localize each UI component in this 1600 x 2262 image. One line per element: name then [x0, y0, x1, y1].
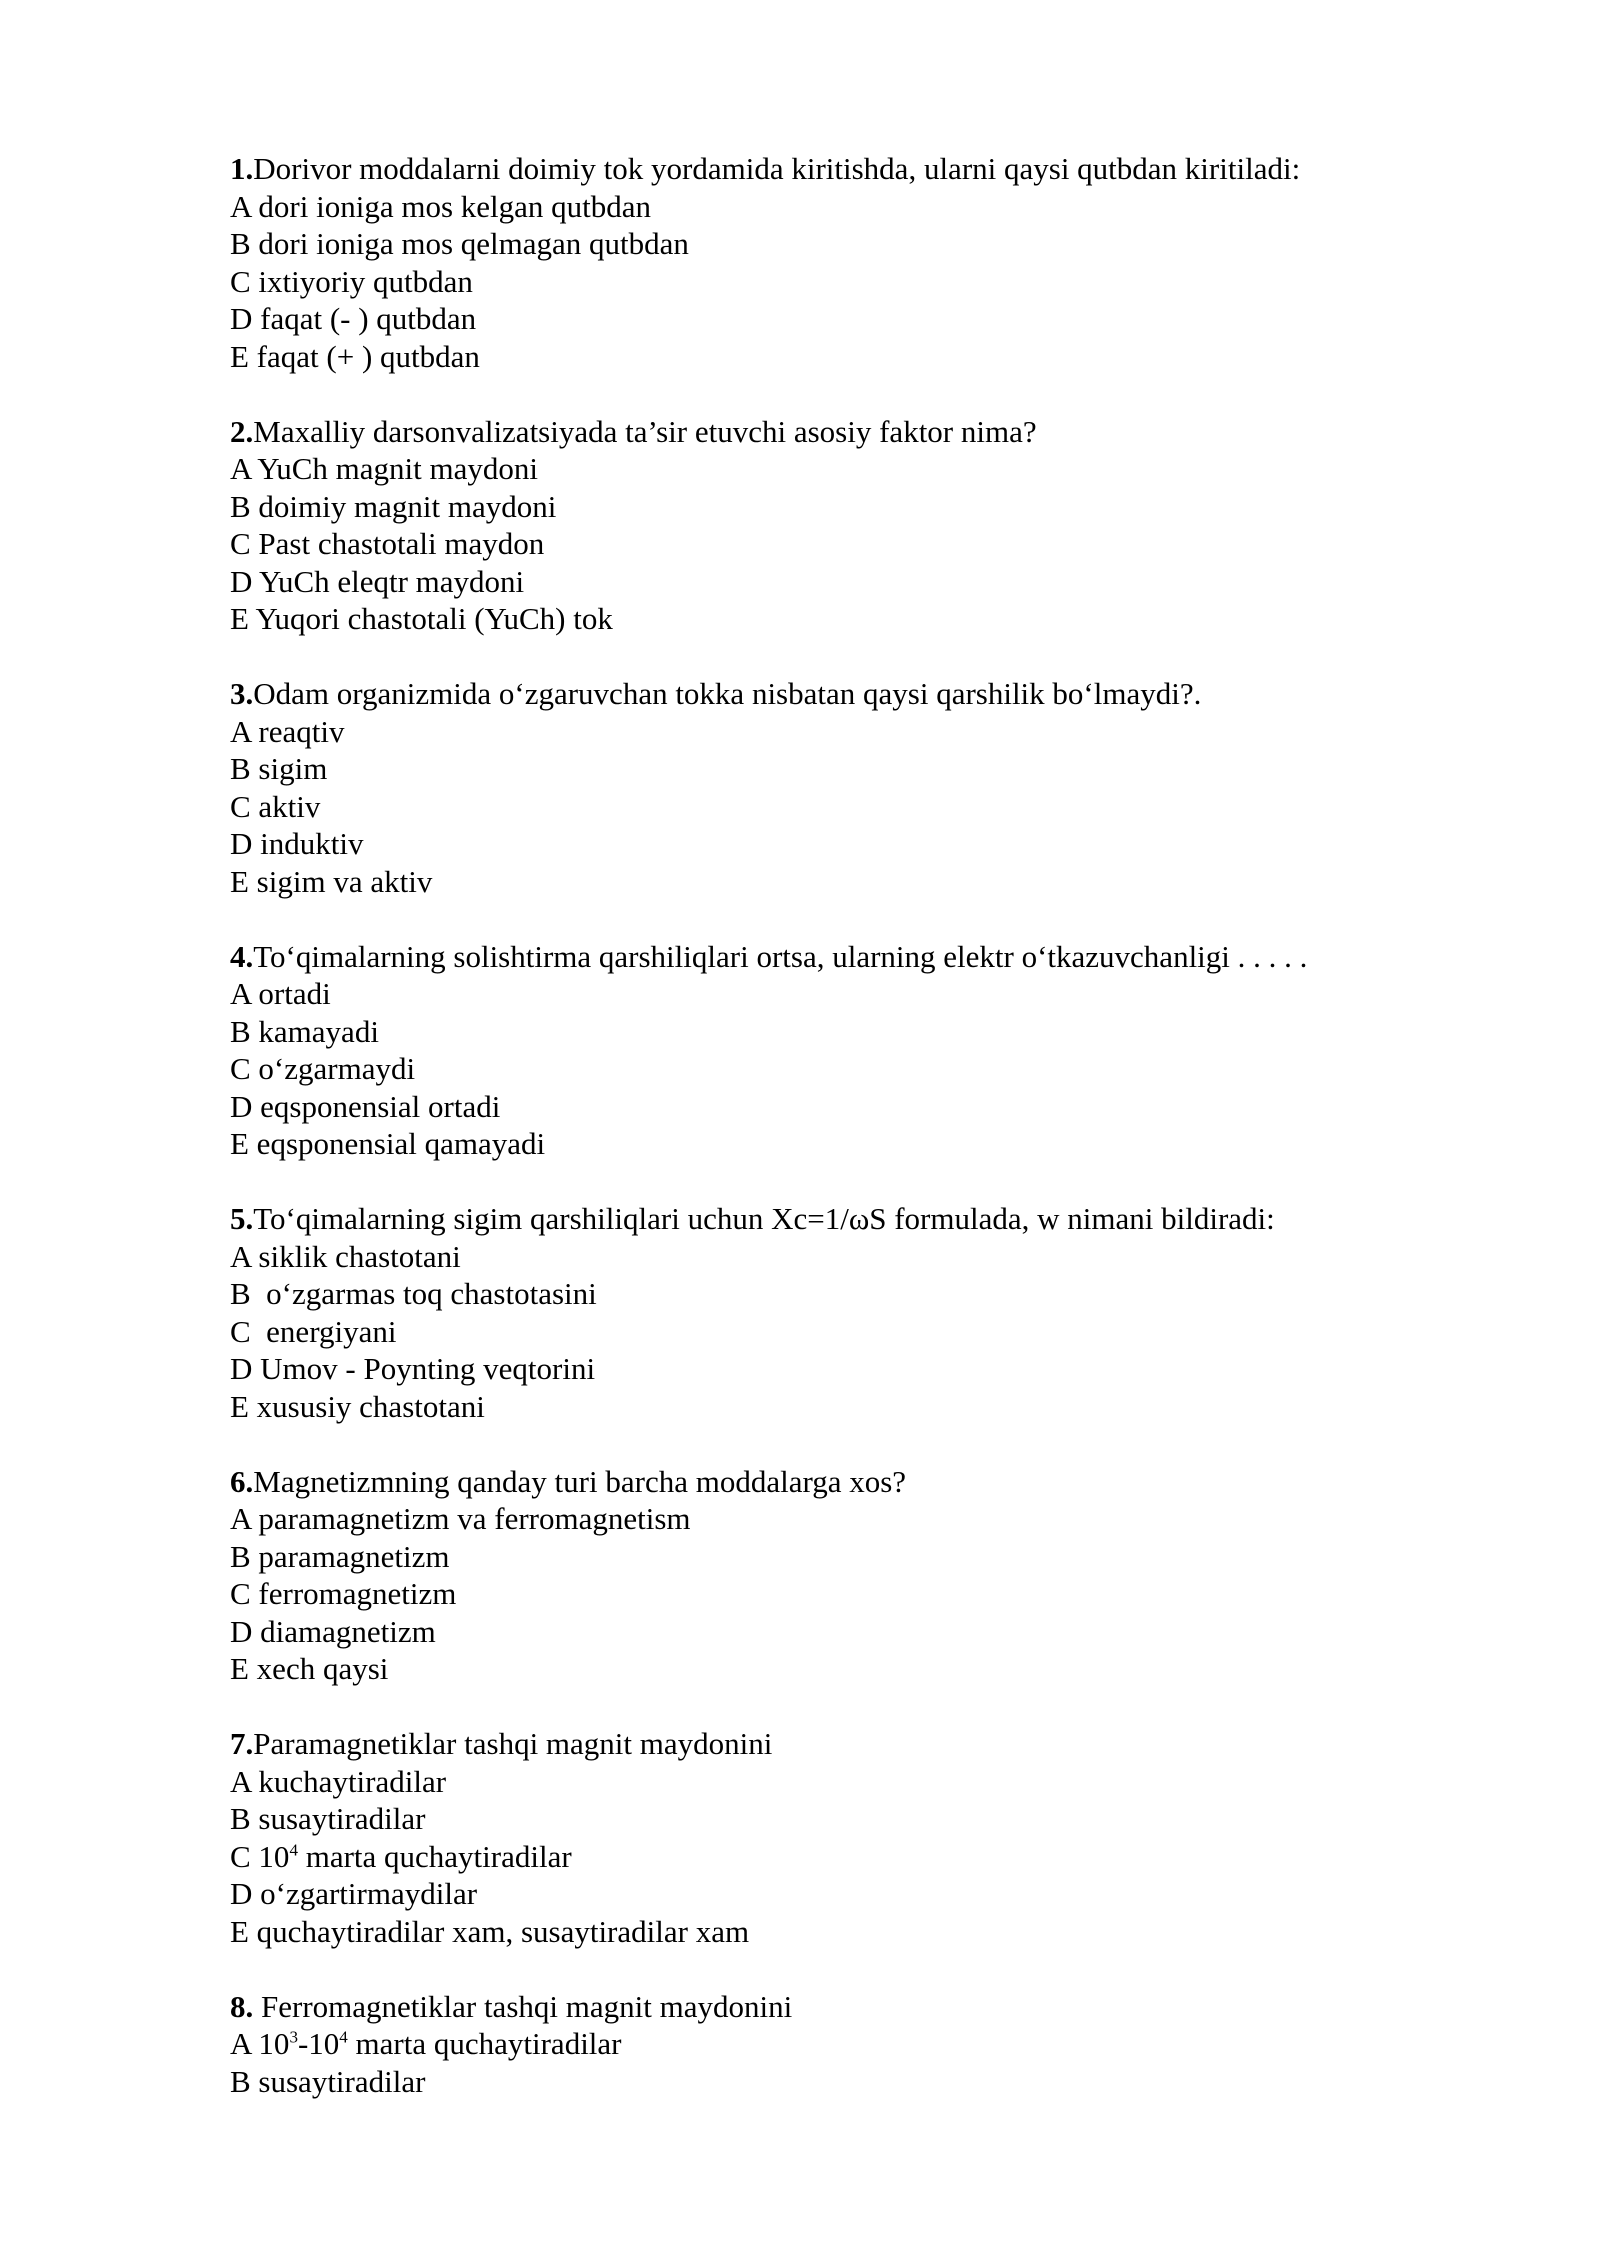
- answer-option: [230, 1575, 1430, 1613]
- question-number: 6.: [230, 1463, 254, 1499]
- question-number: 3.: [230, 676, 254, 711]
- question-block: [230, 675, 1430, 900]
- question-text-line: [230, 150, 1430, 188]
- answer-option: [230, 788, 1430, 826]
- answer-option: [230, 863, 1430, 901]
- question-text-line: [230, 413, 1430, 451]
- question-text: To‘qimalarning solishtirma qarshiliqlari ortsa, ularning elektr o‘tkazuvchanligi . . . . .: [253, 938, 1308, 974]
- question-text-line: [230, 1200, 1430, 1238]
- superscript-exponent: 4: [339, 2027, 348, 2047]
- answer-option-text: C o‘zgarmaydi: [230, 1051, 416, 1086]
- answer-option-text: A kuchaytiradilar: [230, 1763, 447, 1799]
- answer-option-text: C 10: [230, 1838, 290, 1874]
- question-text: Maxalliy darsonvalizatsiyada ta’sir etuvchi asosiy faktor nima?: [253, 413, 1037, 449]
- question-block: [230, 150, 1430, 375]
- answer-option-text: D Umov - Poynting veqtorini: [230, 1351, 596, 1386]
- answer-option: [230, 975, 1430, 1013]
- question-number: 4.: [230, 938, 254, 974]
- answer-option: [230, 1913, 1430, 1951]
- answer-option: [230, 1088, 1430, 1126]
- question-block: [230, 1200, 1430, 1425]
- answer-option-text: C Past chastotali maydon: [230, 526, 545, 561]
- answer-option-text: D faqat (- ) qutbdan: [230, 301, 477, 336]
- answer-option-text: C ferromagnetizm: [230, 1576, 457, 1611]
- answer-option-text: A siklik chastotani: [230, 1238, 461, 1274]
- question-text-line: [230, 675, 1430, 713]
- answer-option-text: B o‘zgarmas toq chastotasini: [230, 1276, 597, 1311]
- answer-option-text: E sigim va aktiv: [230, 863, 433, 899]
- question-block: [230, 1988, 1430, 2101]
- question-number: 7.: [230, 1726, 254, 1761]
- answer-option: [230, 2063, 1430, 2101]
- answer-option-text: A paramagnetizm va ferromagnetism: [230, 1501, 691, 1536]
- answer-option-text: marta quchaytiradilar: [297, 1838, 572, 1874]
- answer-option-text: A 10: [230, 2026, 290, 2061]
- question-number: 2.: [230, 413, 254, 449]
- document-page: [230, 150, 1430, 2138]
- answer-option: [230, 713, 1430, 751]
- superscript-exponent: 4: [289, 1840, 298, 1860]
- question-block: [230, 1725, 1430, 1950]
- answer-option: [230, 1125, 1430, 1163]
- answer-option-text: B dori ioniga mos qelmagan qutbdan: [230, 226, 689, 261]
- answer-option-text: B sigim: [230, 751, 328, 786]
- answer-option: [230, 563, 1430, 601]
- answer-option-text: D induktiv: [230, 826, 364, 861]
- answer-option: [230, 750, 1430, 788]
- answer-option-text: B susaytiradilar: [230, 1801, 426, 1836]
- answer-option: [230, 1313, 1430, 1351]
- answer-option: [230, 1800, 1430, 1838]
- answer-option-text: A ortadi: [230, 976, 331, 1011]
- answer-option-text: E faqat (+ ) qutbdan: [230, 338, 480, 374]
- answer-option-text: B paramagnetizm: [230, 1538, 450, 1574]
- answer-option-text: D diamagnetizm: [230, 1613, 436, 1649]
- answer-option-text: E quchaytiradilar xam, susaytiradilar xam: [230, 1913, 750, 1949]
- answer-option: [230, 263, 1430, 301]
- answer-option-text: D YuCh eleqtr maydoni: [230, 563, 525, 599]
- answer-option-text: D eqsponensial ortadi: [230, 1088, 501, 1124]
- answer-option: [230, 600, 1430, 638]
- answer-option: [230, 1275, 1430, 1313]
- answer-option-text: A YuCh magnit maydoni: [230, 451, 538, 486]
- answer-option-text: E eqsponensial qamayadi: [230, 1126, 546, 1161]
- question-text: Dorivor moddalarni doimiy tok yordamida kiritishda, ularni qaysi qutbdan kiritiladi:: [253, 151, 1301, 186]
- answer-option-text: E xususiy chastotani: [230, 1388, 485, 1424]
- answer-option-text: C energiyani: [230, 1313, 397, 1349]
- answer-option-text: B susaytiradilar: [230, 2063, 426, 2099]
- question-number: 5.: [230, 1201, 254, 1236]
- superscript-exponent: 3: [289, 2027, 298, 2047]
- answer-option-text: E Yuqori chastotali (YuCh) tok: [230, 601, 613, 636]
- answer-option: [230, 1838, 1430, 1876]
- question-text: Odam organizmida o‘zgaruvchan tokka nisbatan qaysi qarshilik bo‘lmaydi?.: [253, 676, 1202, 711]
- answer-option: [230, 488, 1430, 526]
- answer-option: [230, 450, 1430, 488]
- question-text: To‘qimalarning sigim qarshiliqlari uchun Xc=1/ωS formulada, w nimani bildiradi:: [253, 1201, 1275, 1236]
- answer-option: [230, 300, 1430, 338]
- question-text-line: [230, 938, 1430, 976]
- answer-option: [230, 525, 1430, 563]
- answer-option: [230, 338, 1430, 376]
- question-text: Paramagnetiklar tashqi magnit maydonini: [253, 1726, 773, 1761]
- question-number: 8.: [230, 1988, 254, 2024]
- answer-option: [230, 1500, 1430, 1538]
- answer-option: [230, 1875, 1430, 1913]
- answer-option: [230, 1538, 1430, 1576]
- answer-option: [230, 1650, 1430, 1688]
- question-text-line: [230, 1988, 1430, 2026]
- answer-option: [230, 1388, 1430, 1426]
- question-block: [230, 1463, 1430, 1688]
- answer-option: [230, 1613, 1430, 1651]
- answer-option-text: B kamayadi: [230, 1013, 379, 1049]
- answer-option-text: B doimiy magnit maydoni: [230, 488, 557, 524]
- answer-option: [230, 825, 1430, 863]
- answer-option-text: E xech qaysi: [230, 1651, 389, 1686]
- answer-option: [230, 188, 1430, 226]
- answer-option-text: D o‘zgartirmaydilar: [230, 1876, 478, 1911]
- answer-option-text: A reaqtiv: [230, 713, 345, 749]
- answer-option-text: -10: [297, 2026, 340, 2061]
- question-block: [230, 938, 1430, 1163]
- answer-option: [230, 1050, 1430, 1088]
- question-text-line: [230, 1463, 1430, 1501]
- answer-option: [230, 2025, 1430, 2063]
- answer-option: [230, 1350, 1430, 1388]
- answer-option-text: marta quchaytiradilar: [347, 2026, 622, 2061]
- question-text: Ferromagnetiklar tashqi magnit maydonini: [253, 1988, 793, 2024]
- question-block: [230, 413, 1430, 638]
- answer-option: [230, 225, 1430, 263]
- question-number: 1.: [230, 151, 254, 186]
- answer-option-text: C ixtiyoriy qutbdan: [230, 263, 473, 299]
- answer-option: [230, 1013, 1430, 1051]
- answer-option: [230, 1238, 1430, 1276]
- answer-option: [230, 1763, 1430, 1801]
- question-text: Magnetizmning qanday turi barcha moddalarga xos?: [253, 1463, 907, 1499]
- answer-option-text: A dori ioniga mos kelgan qutbdan: [230, 188, 652, 224]
- question-text-line: [230, 1725, 1430, 1763]
- answer-option-text: C aktiv: [230, 788, 321, 824]
